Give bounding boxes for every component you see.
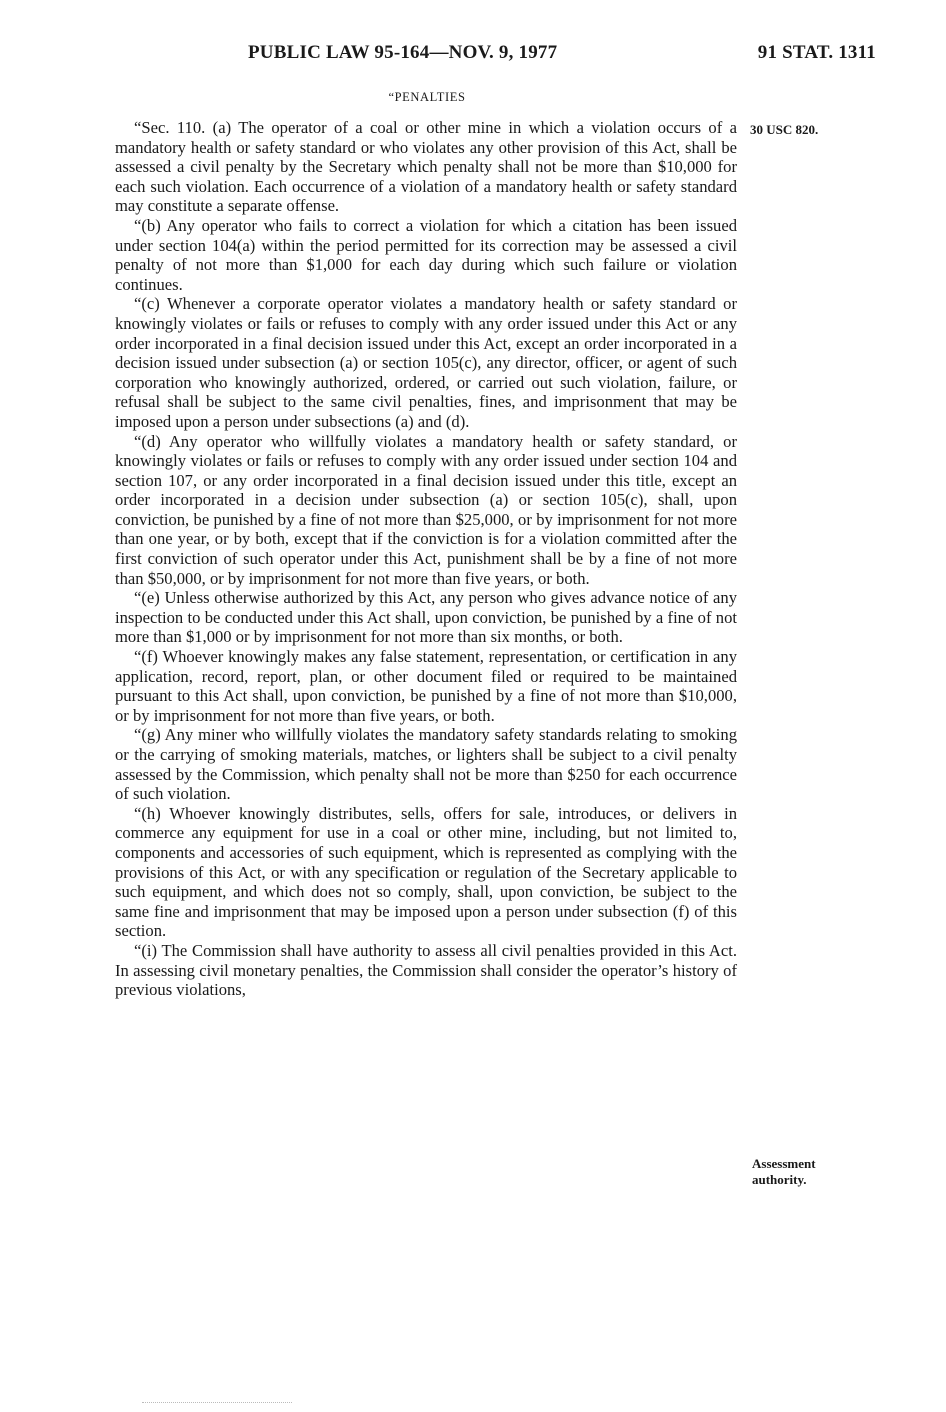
margin-note-usc-citation: 30 USC 820. <box>750 122 819 137</box>
margin-note-line: Assessment <box>752 1156 816 1171</box>
paragraph-d: “(d) Any operator who willfully violates a mandatory health or safety standard, or knowingly violates or fails or refuses to comply with any order issued under section 104 and section 107, or any order incorporated in a final decision issued under this title, except an order incorporated in a decision under subsection (a) or section 105(c), shall, upon conviction, be punished by a fine of not more than $25,000, or by imprisonment for not more than one year, or by both, except that if the conviction is for a violation committed after the first conviction of such operator under this Act, punishment shall be by a fine of not more than $50,000, or by imprisonment for not more than five years, or both. <box>115 431 737 588</box>
footer-print-mark <box>142 1402 292 1406</box>
running-head-title: PUBLIC LAW 95-164—NOV. 9, 1977 <box>248 42 558 63</box>
paragraph-sec-110-a: “Sec. 110. (a) The operator of a coal or other mine in which a violation occurs of a mandatory health or safety standard or who violates any other provision of this Act, shall be assessed a civil penalty by the Secretary which penalty shall not be more than $10,000 for each such violation. Each occurrence of a violation of a mandatory health or safety standard may constitute a separate offense. <box>115 118 737 216</box>
paragraph-i: “(i) The Commission shall have authority to assess all civil penalties provided in this Act. In assessing civil monetary penalties, the Commission shall consider the operator’s history of previous violations, <box>115 940 737 1000</box>
paragraph-b: “(b) Any operator who fails to correct a violation for which a citation has been issued under section 104(a) within the period permitted for its correction may be assessed a civil penalty of not more than $1,000 for each day during which such failure or violation continues. <box>115 215 737 294</box>
paragraph-g: “(g) Any miner who willfully violates the mandatory safety standards relating to smoking or the carrying of smoking materials, matches, or lighters shall be subject to a civil penalty assessed by the Commission, which penalty shall not be more than $250 for each occurrence of such violation. <box>115 725 737 804</box>
statute-page-number: 91 STAT. 1311 <box>757 42 876 63</box>
statute-body <box>115 118 737 1000</box>
paragraph-h: “(h) Whoever knowingly distributes, sells, offers for sale, introduces, or delivers in commerce any equipment for use in a coal or other mine, including, but not limited to, components and accessories of such equipment, which is represented as complying with the provisions of this Act, or with any specification or regulation of the Secretary applicable to such equipment, and which does not so comply, shall, upon conviction, be subject to the same fine and imprisonment that may be imposed upon a person under subsection (f) of this section. <box>115 803 737 941</box>
paragraph-f: “(f) Whoever knowingly makes any false statement, representation, or certification in any application, record, report, plan, or other document filed or required to be maintained pursuant to this Act shall, upon conviction, be punished by a fine of not more than $10,000, or by imprisonment for not more than five years, or both. <box>115 647 737 725</box>
section-heading: “PENALTIES <box>388 90 466 104</box>
page-header <box>248 42 878 72</box>
margin-note-assessment-authority <box>752 1156 816 1188</box>
paragraph-e: “(e) Unless otherwise authorized by this Act, any person who gives advance notice of any inspection to be conducted under this Act shall, upon conviction, be punished by a fine of not more than $1,000 or by imprisonment for not more than six months, or both. <box>115 588 737 647</box>
margin-note-line: authority. <box>752 1172 807 1187</box>
paragraph-c: “(c) Whenever a corporate operator violates a mandatory health or safety standard or knowingly violates or fails or refuses to comply with any order issued under this Act or any order incorporated in a final decision issued under this Act, except an order incorporated in a decision issued under subsection (a) or section 105(c), any director, officer, or agent of such corporation who knowingly authorized, ordered, or carried out such violation, failure, or refusal shall be subject to the same civil penalties, fines, and imprisonment that may be imposed upon a person under subsections (a) and (d). <box>115 294 737 431</box>
